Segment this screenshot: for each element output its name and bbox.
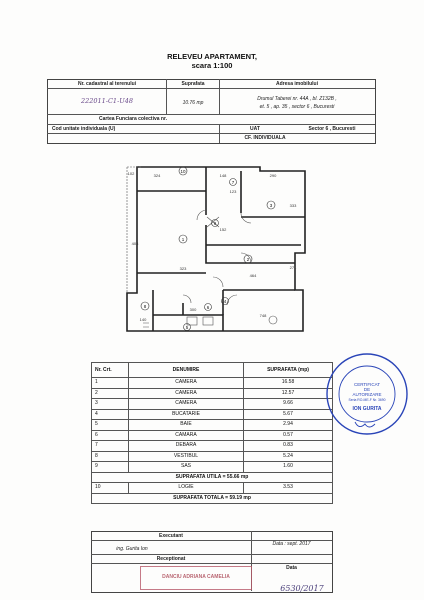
uat-label: UAT [250, 126, 260, 132]
executant-date: Data : sept. 2017 [272, 541, 311, 547]
col-area-header: SUPRAFATA (mp) [244, 363, 333, 378]
dim-464: 464 [249, 273, 257, 278]
table-row: 8 VESTIBUL 5.24 [92, 451, 333, 462]
dim-324: 324 [153, 173, 161, 178]
stamp-line2: DE [363, 387, 371, 392]
adresa-label: Adresa imobilului [276, 81, 318, 87]
room-label-8: 8 [143, 304, 147, 309]
dim-152: 152 [219, 227, 227, 232]
stamp-line3: AUTORIZARE [352, 392, 382, 397]
stamp-name: ION GURITA [352, 406, 382, 412]
dim-290: 290 [269, 173, 277, 178]
authorization-stamp [325, 352, 409, 436]
receptionat-label: Receptionat [156, 556, 186, 562]
dim-748: 748 [259, 313, 267, 318]
suprafata-utila-row: SUPRAFATA UTILA = 55.66 mp [92, 472, 333, 483]
dim-123: 123 [229, 189, 237, 194]
carte-funciara-label: Cartea Funciara colectiva nr. [98, 116, 168, 122]
table-row: 4 BUCATARIE 5.67 [92, 409, 333, 420]
nr-cadastral-value: 222011-C1-U48 [80, 97, 134, 105]
dim-140: 140 [139, 317, 147, 322]
table-row: 7 DEBARA 0.83 [92, 441, 333, 452]
table-row: 1 CAMERA 16.58 [92, 378, 333, 389]
stamp-line4: Seria RO-ME-F Nr. 3690 [348, 398, 386, 402]
cf-individuala-label: CF. INDIVIDUALA [244, 135, 286, 141]
room-label-6: 6 [206, 305, 210, 310]
room-label-4: 4 [223, 299, 227, 304]
room-label-10: 10 [180, 169, 186, 174]
room-label-3: 3 [269, 203, 273, 208]
handwritten-registration-number: 6530/2017 [280, 584, 324, 593]
adresa-line1: Drumul Taberei nr. 44A , bl. Z132B , [257, 96, 337, 102]
floor-plan [123, 165, 313, 333]
nr-cadastral-label: Nr. cadastral al terenului [77, 81, 137, 87]
table-row: 3 CAMERA 9.66 [92, 399, 333, 410]
receptionat-stamp-name: DANCIU ADRIANA CAMELIA [162, 574, 230, 580]
room-label-2: 2 [246, 257, 250, 262]
dim-271: 271 [289, 265, 297, 270]
document-scale: scara 1:100 [191, 61, 233, 70]
cod-unitate-label: Cod unitate individuala (U) [52, 126, 116, 132]
document-title: RELEVEU APARTAMENT, [167, 52, 257, 61]
suprafata-label: Suprafata [181, 81, 205, 87]
receptionat-date-label: Data [286, 565, 297, 571]
dim-148: 148 [219, 173, 227, 178]
dim-300: 300 [189, 307, 197, 312]
stamp-line1: CERTIFICAT [353, 382, 381, 387]
table-row: 2 CAMERA 12.57 [92, 388, 333, 399]
rooms-table [91, 362, 333, 504]
receptionat-stamp [140, 566, 252, 590]
dim-102: 102 [127, 171, 135, 176]
room-label-1: 1 [181, 237, 185, 242]
col-nr-header: Nr. Crt. [92, 363, 129, 378]
suprafata-value: 10.76 mp [182, 100, 204, 106]
executant-name: ing. Gurita Ion [116, 546, 148, 552]
room-label-7: 7 [231, 180, 235, 185]
adresa-line2: et. 5 , ap. 35 , sector 6 , Bucuresti [259, 104, 335, 110]
room-label-5: 5 [185, 325, 189, 330]
dim-333: 333 [289, 203, 297, 208]
executant-label: Executant [159, 533, 183, 539]
col-name-header: DENUMIRE [129, 363, 244, 378]
dim-408: 408 [131, 241, 139, 246]
suprafata-totala-row: SUPRAFATA TOTALA = 59.19 mp [92, 493, 333, 504]
logie-row: 10 LOGIE 3.53 [92, 483, 333, 494]
dim-323: 323 [179, 266, 187, 271]
table-row: 5 BAIE 2.94 [92, 420, 333, 431]
room-label-9: 9 [213, 221, 217, 226]
uat-value: Sector 6 , Bucuresti [308, 126, 356, 132]
table-row: 6 CAMARA 0.57 [92, 430, 333, 441]
table-row: 9 SAS 1.60 [92, 462, 333, 473]
